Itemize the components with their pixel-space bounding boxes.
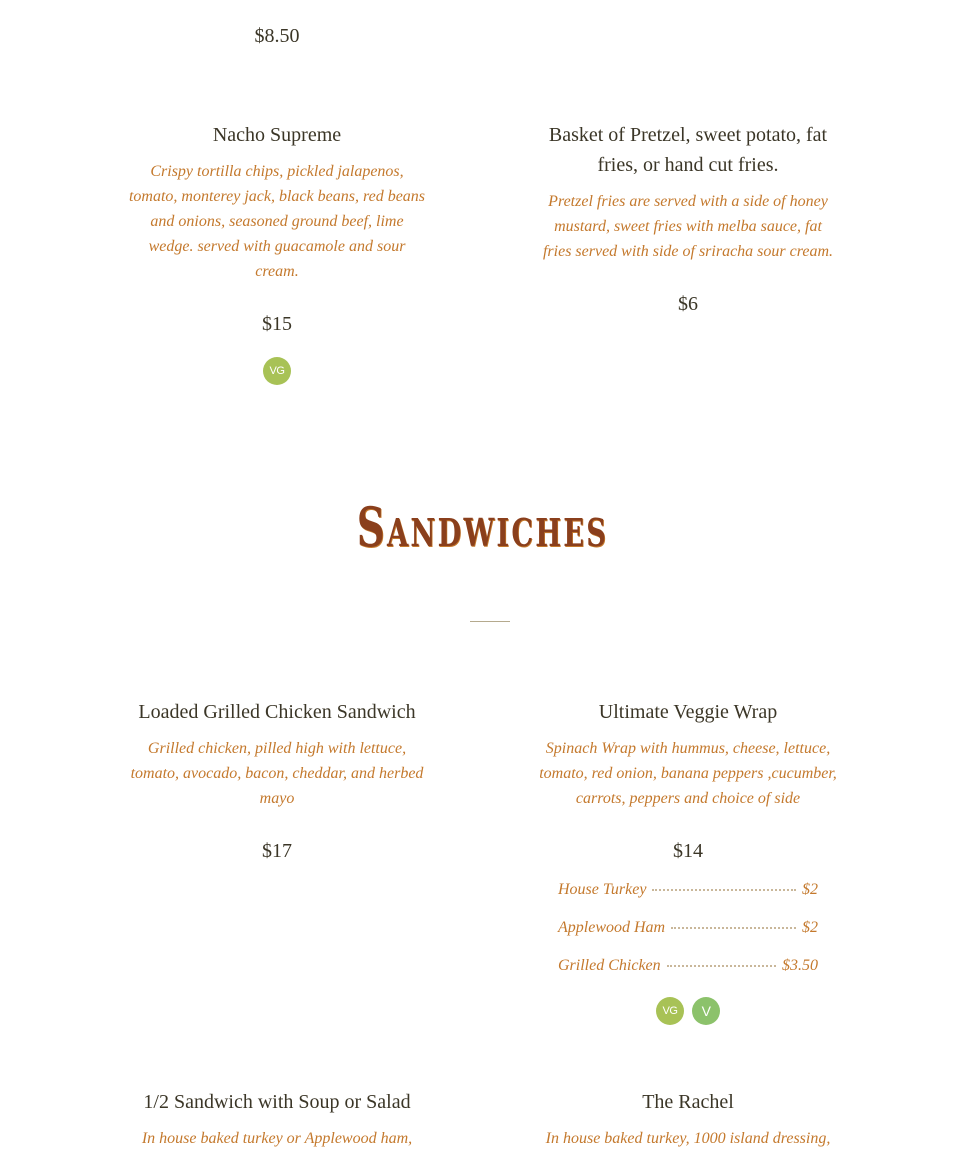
menu-item-grilled-chicken-sandwich <box>127 697 427 863</box>
item-price: $6 <box>678 293 698 315</box>
item-title: Ultimate Veggie Wrap <box>598 701 778 723</box>
dietary-badges <box>538 997 838 1025</box>
item-description: Grilled chicken, pilled high with lettuce, tomato, avocado, bacon, cheddar, and herbed mayo <box>130 740 424 807</box>
item-title: The Rachel <box>642 1091 734 1113</box>
menu-item-the-rachel <box>538 1087 838 1151</box>
menu-item-previous <box>127 24 427 48</box>
addon-row <box>558 871 818 909</box>
menu-item-fries-basket <box>538 120 838 316</box>
dot-leader <box>652 889 796 891</box>
item-description: In house baked turkey, 1000 island dressing, <box>545 1130 831 1147</box>
addon-name: Grilled Chicken <box>558 957 661 974</box>
section-divider <box>470 621 510 622</box>
item-description: Crispy tortilla chips, pickled jalapenos, tomato, monterey jack, black beans, red beans and onions, seasoned ground beef, lime wedge. served with guacamole and sour cream. <box>128 163 426 280</box>
item-price: $8.50 <box>254 25 300 47</box>
item-title: Nacho Supreme <box>212 124 342 146</box>
addon-name: House Turkey <box>558 881 647 898</box>
section-heading: Sandwiches <box>356 495 609 559</box>
vegetarian-badge-icon: VG <box>656 997 684 1025</box>
dietary-badges <box>127 357 427 385</box>
item-description: Spinach Wrap with hummus, cheese, lettuce, tomato, red onion, banana peppers ,cucumber, carrots, peppers and choice of side <box>539 740 837 807</box>
item-title: Loaded Grilled Chicken Sandwich <box>138 701 416 723</box>
addon-row <box>558 909 818 947</box>
item-title: Basket of Pretzel, sweet potato, fat fries, or hand cut fries. <box>548 124 828 176</box>
item-description: Pretzel fries are served with a side of honey mustard, sweet fries with melba sauce, fat fries served with side of sriracha sour cream. <box>542 193 834 260</box>
addon-price: $3.50 <box>782 957 818 974</box>
item-description: In house baked turkey or Applewood ham, <box>141 1130 413 1147</box>
menu-item-half-sandwich <box>127 1087 427 1151</box>
addon-price: $2 <box>802 919 818 936</box>
menu-item-nacho-supreme <box>127 120 427 385</box>
vegan-badge-icon: V <box>692 997 720 1025</box>
dot-leader <box>671 927 796 929</box>
addon-name: Applewood Ham <box>558 919 666 936</box>
addon-price: $2 <box>802 881 818 898</box>
item-price: $14 <box>673 840 703 862</box>
item-price: $17 <box>262 840 292 862</box>
item-price: $15 <box>262 313 292 335</box>
vegetarian-badge-icon: VG <box>263 357 291 385</box>
item-title: 1/2 Sandwich with Soup or Salad <box>143 1091 411 1113</box>
dot-leader <box>667 965 776 967</box>
addon-list <box>558 871 818 985</box>
addon-row <box>558 947 818 985</box>
menu-item-veggie-wrap <box>538 697 838 1025</box>
